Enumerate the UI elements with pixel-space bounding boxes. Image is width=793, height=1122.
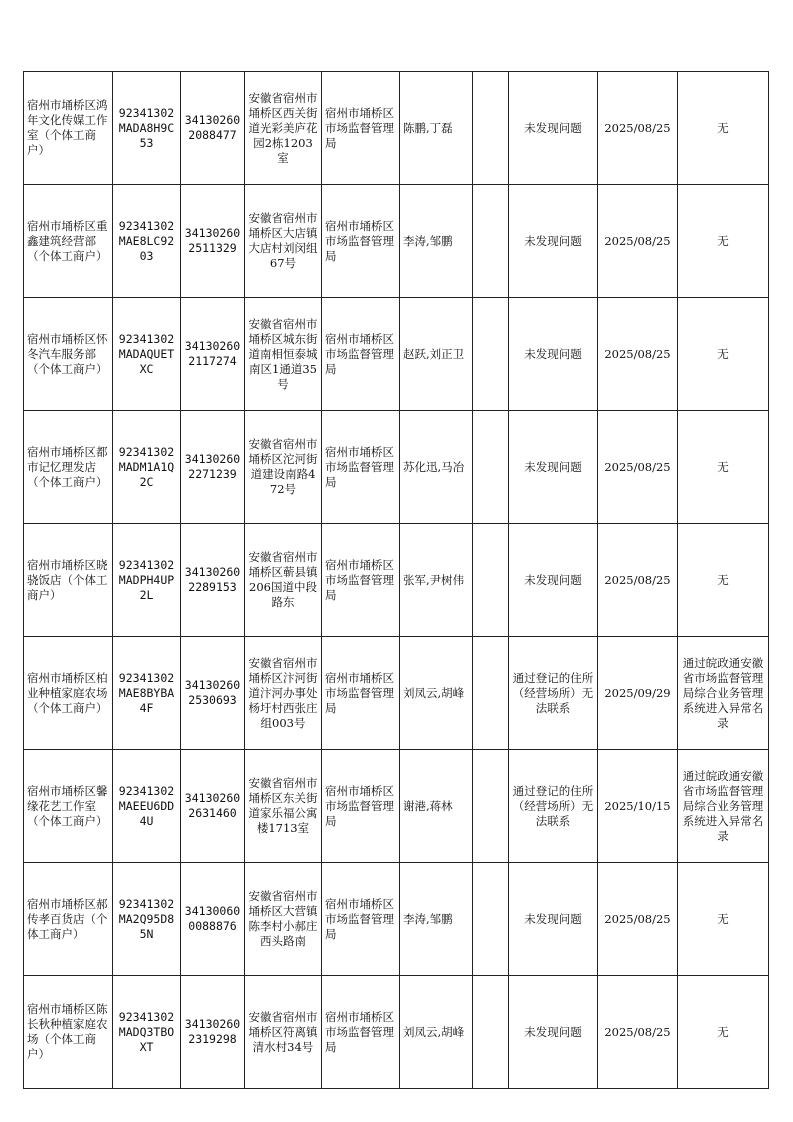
authority-cell: 宿州市埇桥区市场监督管理局 bbox=[322, 298, 400, 411]
date-cell: 2025/08/25 bbox=[598, 863, 678, 976]
address-cell: 安徽省宿州市埇桥区东关街道家乐福公寓楼1713室 bbox=[245, 750, 322, 863]
empty-cell bbox=[473, 863, 509, 976]
business-name-cell: 宿州市埇桥区怀冬汽车服务部（个体工商户） bbox=[24, 298, 113, 411]
registration-number-cell: 341302602289153 bbox=[181, 524, 245, 637]
registration-number-cell: 341302602530693 bbox=[181, 637, 245, 750]
date-cell: 2025/08/25 bbox=[598, 298, 678, 411]
result-cell: 未发现问题 bbox=[509, 524, 598, 637]
date-cell: 2025/08/25 bbox=[598, 524, 678, 637]
table-row bbox=[24, 976, 769, 1089]
empty-cell bbox=[473, 411, 509, 524]
empty-cell bbox=[473, 298, 509, 411]
registration-number-cell: 341302602117274 bbox=[181, 298, 245, 411]
business-name-cell: 宿州市埇桥区晓骁饭店（个体工商户） bbox=[24, 524, 113, 637]
note-cell: 无 bbox=[678, 976, 769, 1089]
note-cell: 无 bbox=[678, 524, 769, 637]
table-row bbox=[24, 72, 769, 185]
result-cell: 未发现问题 bbox=[509, 72, 598, 185]
inspectors-cell: 赵跃,刘正卫 bbox=[400, 298, 473, 411]
inspectors-cell: 李涛,邹鹏 bbox=[400, 185, 473, 298]
inspection-record-sheet bbox=[23, 71, 769, 1089]
date-cell: 2025/09/29 bbox=[598, 637, 678, 750]
credit-code-cell: 92341302MAE8BYBA4F bbox=[113, 637, 181, 750]
credit-code-cell: 92341302MAEEU6DD4U bbox=[113, 750, 181, 863]
inspectors-cell: 刘凤云,胡峰 bbox=[400, 637, 473, 750]
address-cell: 安徽省宿州市埇桥区符离镇清水村34号 bbox=[245, 976, 322, 1089]
credit-code-cell: 92341302MAE8LC9203 bbox=[113, 185, 181, 298]
inspectors-cell: 谢港,蒋林 bbox=[400, 750, 473, 863]
address-cell: 安徽省宿州市埇桥区蕲县镇206国道中段路东 bbox=[245, 524, 322, 637]
address-cell: 安徽省宿州市埇桥区城东街道南相恒泰城南区1通道35号 bbox=[245, 298, 322, 411]
empty-cell bbox=[473, 637, 509, 750]
result-cell: 未发现问题 bbox=[509, 976, 598, 1089]
business-name-cell: 宿州市埇桥区陈长秋种植家庭农场（个体工商户） bbox=[24, 976, 113, 1089]
registration-number-cell: 341302602511329 bbox=[181, 185, 245, 298]
note-cell: 通过皖政通安徽省市场监督管理局综合业务管理系统进入异常名录 bbox=[678, 750, 769, 863]
address-cell: 安徽省宿州市埇桥区汴河街道汴河办事处杨圩村西张庄组003号 bbox=[245, 637, 322, 750]
note-cell: 无 bbox=[678, 185, 769, 298]
empty-cell bbox=[473, 976, 509, 1089]
authority-cell: 宿州市埇桥区市场监督管理局 bbox=[322, 750, 400, 863]
table-row bbox=[24, 411, 769, 524]
date-cell: 2025/10/15 bbox=[598, 750, 678, 863]
date-cell: 2025/08/25 bbox=[598, 72, 678, 185]
business-name-cell: 宿州市埇桥区重鑫建筑经营部（个体工商户） bbox=[24, 185, 113, 298]
address-cell: 安徽省宿州市埇桥区大营镇陈李村小郝庄西头路南 bbox=[245, 863, 322, 976]
table-row bbox=[24, 185, 769, 298]
table-row bbox=[24, 524, 769, 637]
note-cell: 通过皖政通安徽省市场监督管理局综合业务管理系统进入异常名录 bbox=[678, 637, 769, 750]
credit-code-cell: 92341302MADA8H9C53 bbox=[113, 72, 181, 185]
business-name-cell: 宿州市埇桥区馨缘花艺工作室（个体工商户） bbox=[24, 750, 113, 863]
authority-cell: 宿州市埇桥区市场监督管理局 bbox=[322, 637, 400, 750]
empty-cell bbox=[473, 750, 509, 863]
authority-cell: 宿州市埇桥区市场监督管理局 bbox=[322, 72, 400, 185]
table-body bbox=[24, 72, 769, 1089]
registration-number-cell: 341300600088876 bbox=[181, 863, 245, 976]
inspectors-cell: 张军,尹树伟 bbox=[400, 524, 473, 637]
date-cell: 2025/08/25 bbox=[598, 976, 678, 1089]
note-cell: 无 bbox=[678, 298, 769, 411]
registration-number-cell: 341302602271239 bbox=[181, 411, 245, 524]
empty-cell bbox=[473, 524, 509, 637]
business-name-cell: 宿州市埇桥区郝传孝百货店（个体工商户） bbox=[24, 863, 113, 976]
address-cell: 安徽省宿州市埇桥区西关街道光彩美庐花园2栋1203室 bbox=[245, 72, 322, 185]
business-name-cell: 宿州市埇桥区都市记忆理发店（个体工商户） bbox=[24, 411, 113, 524]
result-cell: 通过登记的住所（经营场所）无法联系 bbox=[509, 750, 598, 863]
table-row bbox=[24, 637, 769, 750]
result-cell: 未发现问题 bbox=[509, 411, 598, 524]
result-cell: 未发现问题 bbox=[509, 863, 598, 976]
note-cell: 无 bbox=[678, 411, 769, 524]
registration-number-cell: 341302602631460 bbox=[181, 750, 245, 863]
credit-code-cell: 92341302MADPH4UP2L bbox=[113, 524, 181, 637]
authority-cell: 宿州市埇桥区市场监督管理局 bbox=[322, 524, 400, 637]
date-cell: 2025/08/25 bbox=[598, 411, 678, 524]
table-row bbox=[24, 298, 769, 411]
inspectors-cell: 李涛,邹鹏 bbox=[400, 863, 473, 976]
result-cell: 通过登记的住所（经营场所）无法联系 bbox=[509, 637, 598, 750]
authority-cell: 宿州市埇桥区市场监督管理局 bbox=[322, 863, 400, 976]
address-cell: 安徽省宿州市埇桥区沱河街道建设南路472号 bbox=[245, 411, 322, 524]
inspectors-cell: 苏化迅,马冶 bbox=[400, 411, 473, 524]
registration-number-cell: 341302602319298 bbox=[181, 976, 245, 1089]
empty-cell bbox=[473, 72, 509, 185]
result-cell: 未发现问题 bbox=[509, 185, 598, 298]
credit-code-cell: 92341302MADQ3TBOXT bbox=[113, 976, 181, 1089]
date-cell: 2025/08/25 bbox=[598, 185, 678, 298]
business-name-cell: 宿州市埇桥区鸿年文化传媒工作室（个体工商户） bbox=[24, 72, 113, 185]
registration-number-cell: 341302602088477 bbox=[181, 72, 245, 185]
table-row bbox=[24, 863, 769, 976]
credit-code-cell: 92341302MA2Q95D85N bbox=[113, 863, 181, 976]
credit-code-cell: 92341302MADM1A1Q2C bbox=[113, 411, 181, 524]
note-cell: 无 bbox=[678, 863, 769, 976]
address-cell: 安徽省宿州市埇桥区大店镇大店村刘闵组67号 bbox=[245, 185, 322, 298]
business-name-cell: 宿州市埇桥区柏业种植家庭农场（个体工商户） bbox=[24, 637, 113, 750]
inspectors-cell: 陈鹏,丁磊 bbox=[400, 72, 473, 185]
inspection-results-table bbox=[23, 71, 769, 1089]
inspectors-cell: 刘凤云,胡峰 bbox=[400, 976, 473, 1089]
empty-cell bbox=[473, 185, 509, 298]
authority-cell: 宿州市埇桥区市场监督管理局 bbox=[322, 185, 400, 298]
table-row bbox=[24, 750, 769, 863]
result-cell: 未发现问题 bbox=[509, 298, 598, 411]
credit-code-cell: 92341302MADAQUETXC bbox=[113, 298, 181, 411]
authority-cell: 宿州市埇桥区市场监督管理局 bbox=[322, 976, 400, 1089]
note-cell: 无 bbox=[678, 72, 769, 185]
authority-cell: 宿州市埇桥区市场监督管理局 bbox=[322, 411, 400, 524]
